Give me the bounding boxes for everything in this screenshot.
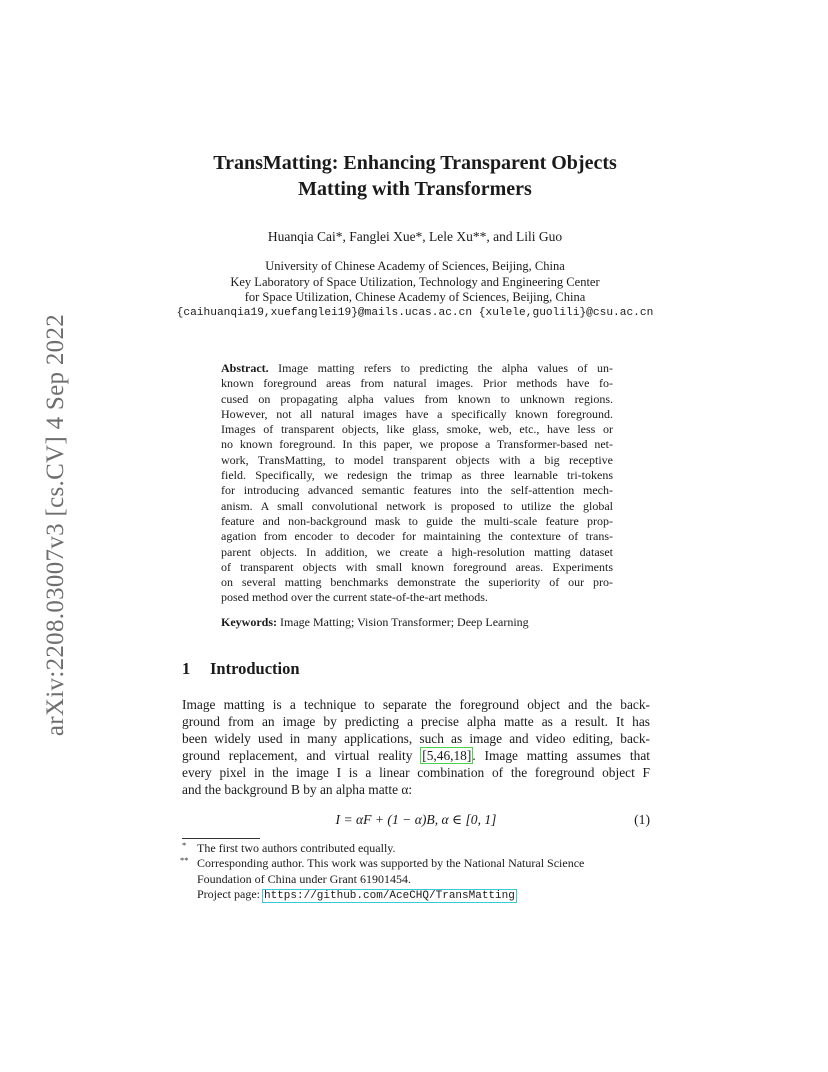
- paragraph-line: been widely used in many applications, such as image and video editing, back-: [182, 731, 650, 747]
- abstract-line: known foreground areas from natural images. Prior methods have fo-: [221, 376, 613, 391]
- abstract-line: Images of transparent objects, like glass, smoke, web, etc., have less or: [221, 422, 613, 437]
- affiliation-line-1: University of Chinese Academy of Sciences, Beijing, China: [265, 259, 565, 273]
- abstract-line: field. Specifically, we redesign the trimap as three learnable tri-tokens: [221, 468, 613, 483]
- affiliation-line-2: Key Laboratory of Space Utilization, Technology and Engineering Center: [230, 274, 600, 289]
- abstract-line: no known foreground. In this paper, we propose a Transformer-based net-: [221, 437, 613, 452]
- equation-text: I = αF + (1 − α)B, α ∈ [0, 1]: [335, 812, 497, 827]
- abstract: [221, 361, 613, 606]
- introduction-paragraph: [182, 696, 650, 799]
- abstract-line: on several matting benchmarks demonstrate the superiority of our pro-: [221, 575, 613, 590]
- footnote-2: [182, 856, 652, 904]
- paragraph-line: ground replacement, and virtual reality [5,46,18]. Image matting assumes that: [182, 748, 651, 764]
- keywords: [221, 615, 529, 630]
- paper-title: [140, 150, 690, 202]
- footnote-1: [182, 841, 652, 856]
- abstract-line: parent objects. In addition, we create a high-resolution matting dataset: [221, 544, 613, 559]
- equation-number: (1): [634, 812, 650, 827]
- project-page-label: Project page:: [197, 886, 263, 901]
- citation-link[interactable]: [5,46,18]: [422, 748, 472, 764]
- footnote-rule: [182, 838, 260, 839]
- abstract-label: Abstract.: [221, 361, 269, 375]
- abstract-line: However, not all natural images have a specifically known foreground.: [221, 406, 613, 421]
- footnotes: [182, 841, 652, 904]
- section-heading: [182, 659, 300, 679]
- paragraph-line: Image matting is a technique to separate the foreground object and the back-: [182, 697, 650, 712]
- author-list: Huanqia Cai*, Fanglei Xue*, Lele Xu**, and Lili Guo: [267, 229, 563, 244]
- abstract-line: anism. A small convolutional network is proposed to utilize the global: [221, 498, 613, 513]
- abstract-line: feature and non-background mask to guide the multi-scale feature prop-: [221, 513, 613, 528]
- abstract-line: of transparent objects with small known foreground areas. Experiments: [221, 559, 613, 574]
- keywords-text: Image Matting; Vision Transformer; Deep Learning: [280, 615, 529, 629]
- footnote-text: The first two authors contributed equally.: [197, 841, 396, 855]
- section-number: 1: [182, 659, 191, 678]
- keywords-label: Keywords:: [221, 615, 277, 629]
- affiliation-line-3: for Space Utilization, Chinese Academy of Sciences, Beijing, China: [244, 290, 586, 304]
- author-emails: {caihuanqia19,xuefanglei19}@mails.ucas.ac.cn {xulele,guolili}@csu.ac.cn: [176, 306, 654, 319]
- affiliations: [140, 259, 690, 321]
- paragraph-line: every pixel in the image I is a linear combination of the foreground object F: [182, 765, 650, 781]
- footnote-text: Corresponding author. This work was supported by the National Natural Science: [197, 856, 585, 871]
- abstract-line: posed method over the current state-of-the-art methods.: [221, 590, 488, 605]
- footnote-marker: *: [182, 840, 187, 850]
- project-page: [197, 887, 652, 904]
- footnote-marker: **: [180, 855, 189, 866]
- abstract-line: cused on propagating alpha values from known to unknown regions.: [221, 391, 613, 406]
- abstract-line: Abstract. Image matting refers to predicting the alpha values of un-: [221, 361, 614, 375]
- paragraph-line: and the background B by an alpha matte α:: [182, 782, 413, 798]
- paragraph-line: ground from an image by predicting a precise alpha matte as a result. It has: [182, 714, 650, 730]
- project-page-link[interactable]: https://github.com/AceCHQ/TransMatting: [263, 889, 515, 902]
- abstract-line: agation from encoder to decoder for maintaining the contexture of trans-: [221, 529, 613, 544]
- section-title: Introduction: [210, 659, 300, 678]
- title-line-2: Matting with Transformers: [298, 178, 532, 200]
- abstract-line: work, TransMatting, to model transparent objects with a big receptive: [221, 452, 613, 467]
- title-line-1: TransMatting: Enhancing Transparent Objects: [213, 152, 617, 174]
- arxiv-identifier: arXiv:2208.03007v3 [cs.CV] 4 Sep 2022: [42, 313, 69, 737]
- footnote-text: Foundation of China under Grant 61901454.: [197, 871, 411, 886]
- abstract-line: for introducing advanced semantic features into the self-attention mech-: [221, 483, 613, 498]
